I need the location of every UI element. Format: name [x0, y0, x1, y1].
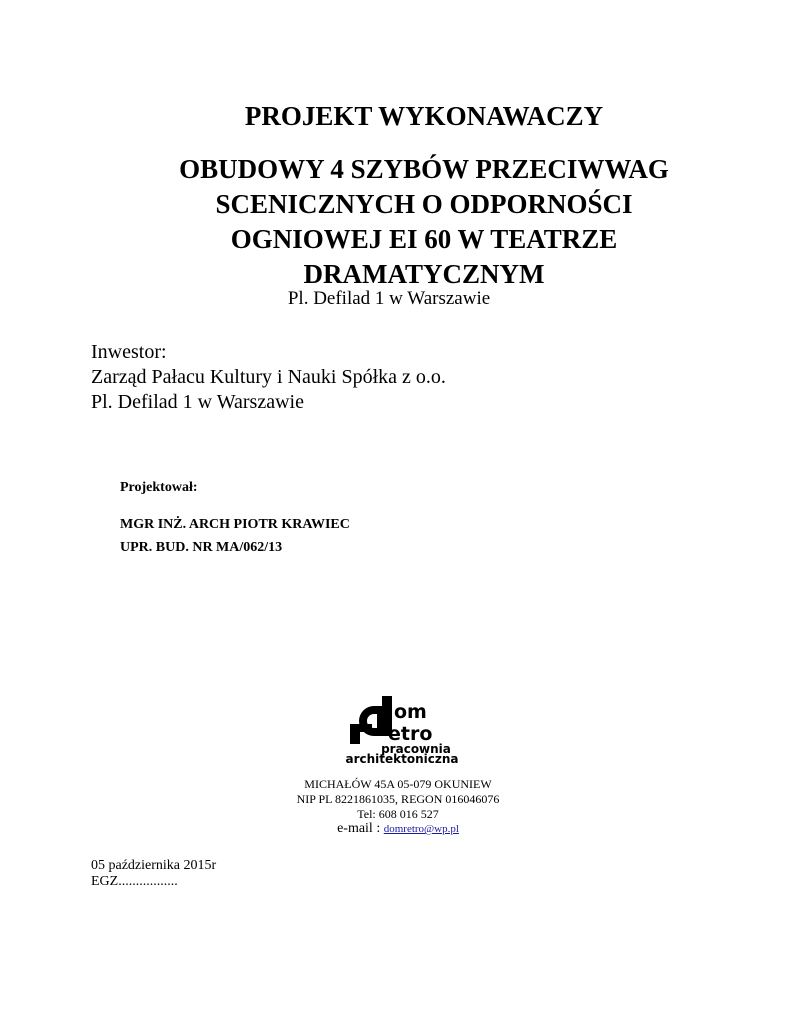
document-date: 05 października 2015r	[91, 858, 217, 873]
document-title	[0, 99, 791, 134]
company-phone: Tel: 608 016 527	[357, 807, 439, 821]
svg-text:om: om	[394, 701, 427, 723]
copy-number: EGZ.................	[91, 874, 178, 889]
company-ids: NIP PL 8221861035, REGON 016046076	[296, 792, 500, 806]
company-address: MICHAŁÓW 45A 05-079 OKUNIEW	[304, 777, 492, 791]
investor-name: Zarząd Pałacu Kultury i Nauki Spółka z o.o.	[91, 366, 446, 388]
company-email	[0, 821, 791, 837]
investor-address: Pl. Defilad 1 w Warszawie	[91, 391, 304, 413]
subject-line: OGNIOWEJ EI 60 W TEATRZE	[230, 224, 618, 254]
svg-text:etro: etro	[388, 723, 433, 745]
svg-text:architektoniczna: architektoniczna	[345, 752, 459, 766]
email-link[interactable]: domretro@wp.pl	[383, 823, 459, 835]
title-line: PROJEKT WYKONAWACZY	[244, 101, 604, 131]
company-logo	[330, 696, 465, 768]
designer-name: MGR INŻ. ARCH PIOTR KRAWIEC	[120, 517, 350, 532]
subject-line: DRAMATYCZNYM	[303, 259, 545, 289]
email-label: e-mail :	[337, 821, 384, 836]
location: Pl. Defilad 1 w Warszawie	[287, 288, 491, 309]
designer-license: UPR. BUD. NR MA/062/13	[120, 540, 283, 555]
logo-mark	[330, 696, 465, 768]
subject-line: OBUDOWY 4 SZYBÓW PRZECIWWAG	[179, 154, 669, 184]
investor-block	[91, 340, 446, 415]
subject-line: SCENICZNYCH O ODPORNOŚCI	[215, 189, 633, 219]
document-subject	[0, 152, 791, 292]
svg-text:pracownia: pracownia	[381, 742, 451, 756]
designer-label: Projektował:	[120, 480, 198, 495]
investor-label: Inwestor:	[91, 341, 167, 363]
